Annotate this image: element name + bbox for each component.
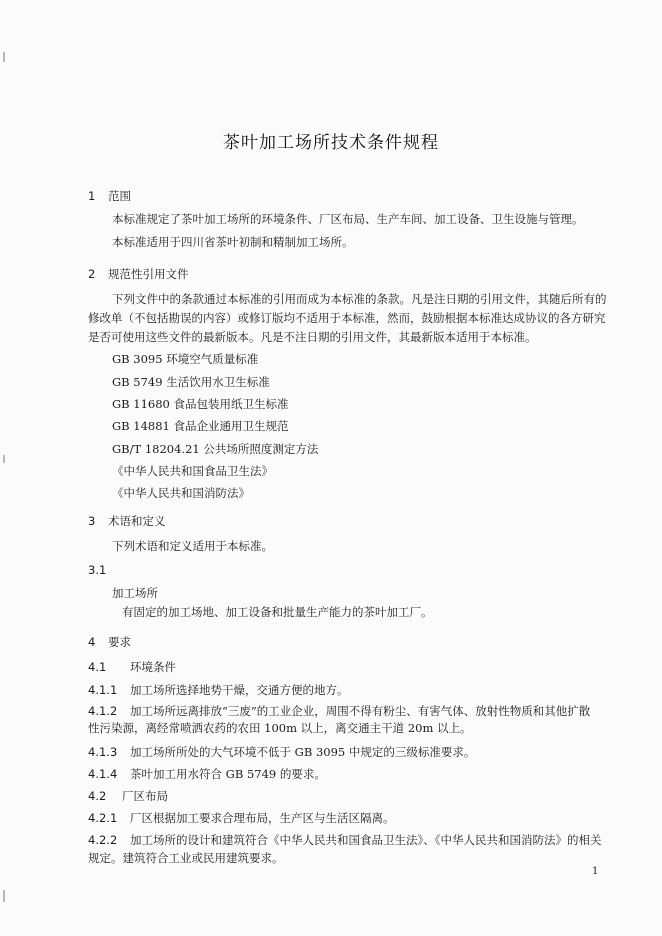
section-number: 4 (88, 635, 96, 649)
paragraph: 本标准规定了茶叶加工场所的环境条件、厂区布局、生产车间、加工设备、卫生设施与管理。 (112, 212, 584, 226)
paragraph: 下列术语和定义适用于本标准。 (112, 539, 273, 553)
term-name: 加工场所 (112, 586, 158, 600)
section-4-heading (88, 634, 131, 650)
page-title: 茶叶加工场所技术条件规程 (223, 133, 439, 153)
reference-item: GB 3095 环境空气质量标准 (112, 352, 259, 366)
subsection-4-1-heading (88, 659, 176, 675)
clause-text-continued: 性污染源，离经常喷洒农药的农田 100m 以上，离交通主干道 20m 以上。 (88, 721, 472, 735)
clause-4-1-1 (88, 682, 349, 698)
reference-item: GB 11680 食品包装用纸卫生标准 (112, 397, 289, 411)
clause-4-1-4 (88, 766, 326, 782)
clause-text: 加工场所选择地势干燥，交通方便的地方。 (130, 683, 349, 697)
page-number: 1 (592, 866, 599, 877)
reference-item: GB 5749 生活饮用水卫生标准 (112, 375, 270, 389)
clause-text: 加工场所所处的大气环境不低于 GB 3095 中规定的三级标准要求。 (130, 745, 476, 759)
clause-number: 4.2.1 (88, 811, 118, 825)
paragraph-line: 修改单（不包括勘误的内容）或修订版均不适用于本标准，然而，鼓励根据本标准达成协议的各方研究 (88, 311, 606, 325)
scan-edge-mark (3, 890, 5, 902)
clause-text: 厂区根据加工要求合理布局，生产区与生活区隔离。 (130, 811, 395, 825)
clause-number: 4.1.2 (88, 704, 118, 718)
term-definition: 有固定的加工场地、加工设备和批量生产能力的茶叶加工厂。 (122, 605, 433, 619)
clause-4-2-2 (88, 832, 602, 848)
clause-number: 4.2 (88, 789, 107, 803)
section-title: 要求 (108, 635, 131, 649)
clause-4-1-2 (88, 703, 590, 719)
section-title: 规范性引用文件 (108, 267, 189, 281)
clause-number: 4.1.1 (88, 683, 118, 697)
section-number: 3 (88, 514, 96, 528)
subsection-4-2-heading (88, 788, 168, 804)
clause-text: 加工场所远离排放“三废”的工业企业，周围不得有粉尘、有害气体、放射性物质和其他扩散 (130, 704, 591, 718)
section-title: 范围 (108, 189, 131, 203)
paragraph-line: 是否可使用这些文件的最新版本。凡是不注日期的引用文件，其最新版本适用于本标准。 (88, 330, 537, 344)
subsection-title: 环境条件 (130, 660, 176, 674)
clause-text-continued: 规定。建筑符合工业或民用建筑要求。 (88, 851, 284, 865)
reference-item: GB/T 18204.21 公共场所照度测定方法 (112, 442, 319, 456)
subsection-title: 厂区布局 (122, 789, 168, 803)
scan-edge-mark (3, 52, 5, 62)
reference-item: 《中华人民共和国食品卫生法》 (112, 464, 273, 478)
reference-item: 《中华人民共和国消防法》 (112, 486, 250, 500)
reference-item: GB 14881 食品企业通用卫生规范 (112, 419, 289, 433)
section-1-heading (88, 188, 131, 204)
scan-edge-mark (3, 455, 5, 463)
section-number: 2 (88, 267, 96, 281)
clause-number: 3.1 (88, 563, 107, 577)
clause-text: 加工场所的设计和建筑符合《中华人民共和国食品卫生法》、《中华人民共和国消防法》的相关 (130, 833, 602, 847)
clause-number: 4.2.2 (88, 833, 118, 847)
clause-text: 茶叶加工用水符合 GB 5749 的要求。 (130, 767, 326, 781)
section-2-heading (88, 266, 189, 282)
section-title: 术语和定义 (108, 514, 166, 528)
paragraph: 下列文件中的条款通过本标准的引用而成为本标准的条款。凡是注日期的引用文件，其随后所有的 (112, 292, 607, 306)
paragraph: 本标准适用于四川省茶叶初制和精制加工场所。 (112, 235, 354, 249)
clause-4-1-3 (88, 744, 475, 760)
section-3-heading (88, 513, 166, 529)
clause-4-2-1 (88, 810, 395, 826)
clause-number: 4.1.4 (88, 767, 118, 781)
clause-number: 4.1 (88, 660, 107, 674)
clause-number: 4.1.3 (88, 745, 118, 759)
section-number: 1 (88, 189, 96, 203)
